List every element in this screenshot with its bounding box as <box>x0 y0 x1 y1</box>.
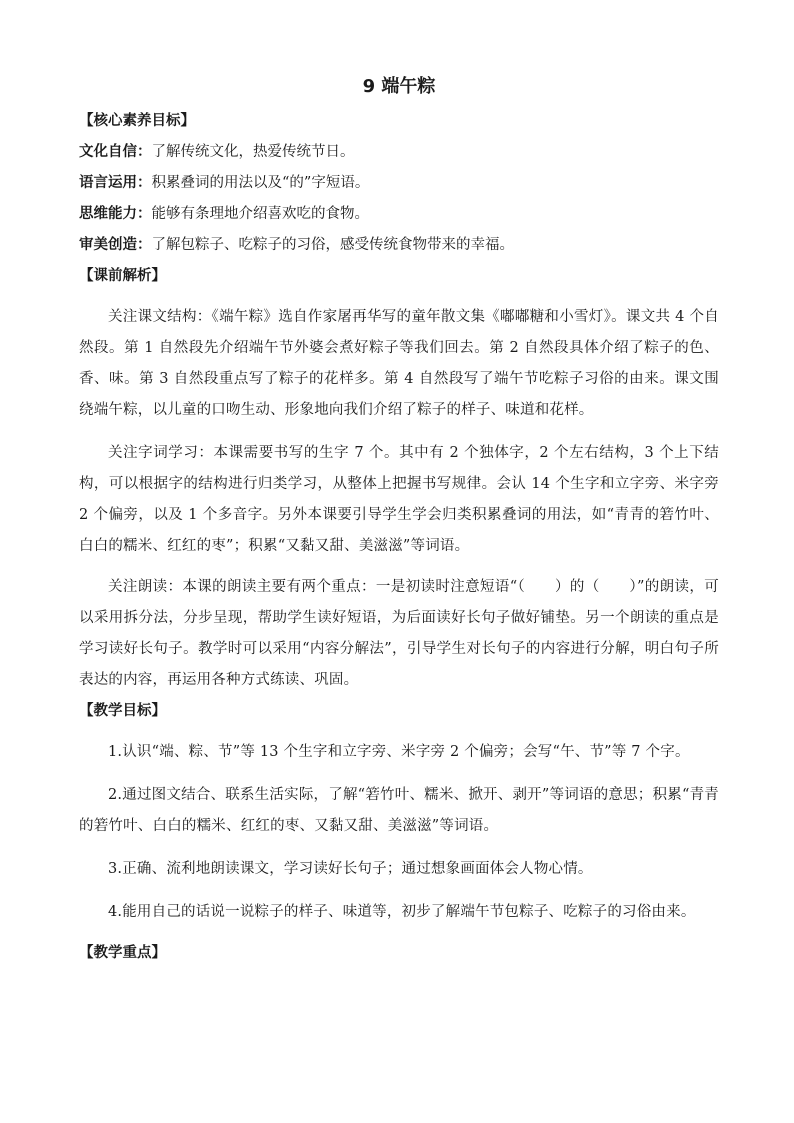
teaching-goal-3: 3.正确、流利地朗读课文，学习读好长句子；通过想象画面体会人物心情。 <box>108 861 593 877</box>
core-goal-language <box>79 168 719 199</box>
teaching-goal-2: 2.通过图文结合、联系生活实际，了解“箬竹叶、糯米、掀开、剥开”等词语的意思；积累“青青的箬竹叶、白白的糯米、红红的枣、又黏又甜、美滋滋”等词语。 <box>79 787 719 834</box>
goal-text: 了解包粽子、吃粽子的习俗，感受传统食物带来的幸福。 <box>151 237 514 253</box>
paragraph-reading: 关注朗读：本课的朗读主要有两个重点：一是初读时注意短语“（ ）的（ ）”的朗读，可以采用拆分法，分步呈现，帮助学生读好短语，为后面读好长句子做好铺垫。另一个朗读的重点是学习读好长句子。教学时可以采用“内容分解法”，引导学生对长句子的内容进行分解，明白句子所表达的内容，再运用各种方式练读、巩固。 <box>79 579 719 688</box>
core-goal-aesthetic <box>79 230 719 261</box>
goal-text: 积累叠词的用法以及“的”字短语。 <box>151 175 370 191</box>
section-heading-core-goals: 【核心素养目标】 <box>79 113 195 129</box>
goal-label: 文化自信： <box>79 144 152 160</box>
paragraph-vocabulary: 关注字词学习：本课需要书写的生字 7 个。其中有 2 个独体字，2 个左右结构，3 个上下结构，可以根据字的结构进行归类学习，从整体上把握书写规律。会认 14 个生字和立字旁、米字旁 2 个偏旁，以及 1 个多音字。另外本课要引导学生学会归类积累叠词的用法，如“青青的箬竹叶、白白的糯米、红红的枣”；积累“又黏又甜、美滋滋”等词语。 <box>79 445 719 554</box>
goal-label: 审美创造： <box>79 237 152 253</box>
section-heading-pre-class: 【课前解析】 <box>79 268 166 284</box>
section-heading-key-points: 【教学重点】 <box>79 945 166 961</box>
document-page <box>79 70 719 969</box>
goal-label: 语言运用： <box>79 175 152 191</box>
core-goal-culture <box>79 137 719 168</box>
page-title: 9 端午粽 <box>362 76 436 97</box>
goal-text: 了解传统文化，热爱传统节日。 <box>151 144 355 160</box>
paragraph-structure: 关注课文结构：《端午粽》选自作家屠再华写的童年散文集《嘟嘟糖和小雪灯》。课文共 4 个自然段。第 1 自然段先介绍端午节外婆会煮好粽子等我们回去。第 2 自然段具体介绍了粽子的色、香、味。第 3 自然段重点写了粽子的花样多。第 4 自然段写了端午节吃粽子习俗的由来。课文围绕端午粽，以儿童的口吻生动、形象地向我们介绍了粽子的样子、味道和花样。 <box>79 309 719 418</box>
section-heading-teaching-goals: 【教学目标】 <box>79 703 166 719</box>
teaching-goal-4: 4.能用自己的话说一说粽子的样子、味道等，初步了解端午节包粽子、吃粽子的习俗由来。 <box>108 904 696 920</box>
core-goal-thinking <box>79 199 719 230</box>
teaching-goal-1: 1.认识“端、粽、节”等 13 个生字和立字旁、米字旁 2 个偏旁；会写“午、节”等 7 个字。 <box>108 744 690 760</box>
goal-text: 能够有条理地介绍喜欢吃的食物。 <box>151 206 369 222</box>
goal-label: 思维能力： <box>79 206 152 222</box>
